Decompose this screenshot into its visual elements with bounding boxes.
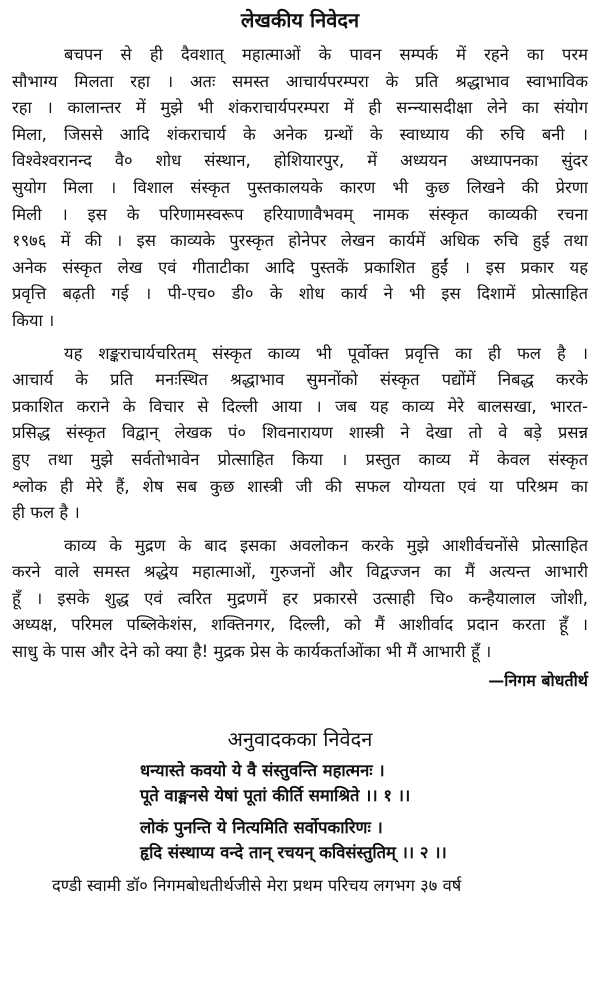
- text-line: सौभाग्य मिलता रहा । अतः समस्त आचार्यपरम्परा के प्रति श्रद्धाभाव स्वाभाविक: [12, 71, 588, 91]
- author-signature: —निगम बोधतीर्थ: [488, 670, 588, 690]
- text-line: सुयोग मिला । विशाल संस्कृत पुस्तकालयके कारण भी कुछ लिखने की प्रेरणा: [12, 177, 588, 197]
- text-line: प्रवृत्ति बढ़ती गई । पी-एच० डी० के शोध कार्य ने भी इस दिशामें प्रोत्साहित: [12, 284, 588, 304]
- text-line: काव्य के मुद्रण के बाद इसका अवलोकन करके मुझे आशीर्वचनोंसे प्रोत्साहित: [64, 535, 588, 555]
- text-line: आचार्य के प्रति मनःस्थित श्रद्धाभाव सुमनोंको संस्कृत पद्योंमें निबद्ध करके: [12, 370, 588, 390]
- text-line: १९७६ में की । इस काव्यके पुरस्कृत होनेपर लेखन कार्यमें अधिक रुचि हुई तथा: [12, 231, 588, 251]
- text-line: बचपन से ही दैवशात् महात्माओं के पावन सम्पर्क में रहने का परम: [64, 45, 588, 64]
- verse: [12, 758, 588, 808]
- verses: [12, 758, 588, 865]
- paragraph: [12, 42, 588, 335]
- text-line: रहा । कालान्तर में मुझे भी शंकराचार्यपरम्परा में ही सन्न्यासदीक्षा लेने का संयोग: [12, 98, 588, 118]
- translator-note-first-line: दण्डी स्वामी डॉ० निगमबोधतीर्थजीसे मेरा प्रथम परिचय लगभग ३७ वर्ष: [52, 875, 462, 895]
- section-title-author-note: लेखकीय निवेदन: [240, 8, 360, 32]
- text-line: श्लोक ही मेरे हैं, शेष सब कुछ शास्त्री जी की सफल योग्यता एवं या परिश्रम का: [12, 476, 588, 496]
- text-line: प्रसिद्ध संस्कृत विद्वान् लेखक पं० शिवनारायण शास्त्री ने देखा तो वे बड़े प्रसन्न: [12, 423, 588, 443]
- text-line: मिली । इस के परिणामस्वरूप हरियाणावैभवम् नामक संस्कृत काव्यकी रचना: [12, 204, 588, 224]
- text-line: यह शङ्कराचार्यचरितम् संस्कृत काव्य भी पूर्वोक्त प्रवृत्ति का ही फल है ।: [64, 343, 588, 363]
- text-line: करने वाले समस्त श्रद्धेय महात्माओं, गुरुजनों और विद्वज्जन का मैं अत्यन्त आभारी: [12, 562, 588, 582]
- verse-line: धन्यास्ते कवयो ये वै संस्तुवन्ति महात्मनः ।: [140, 760, 385, 780]
- author-note-body: [12, 42, 588, 666]
- text-line: ही फल है ।: [12, 503, 80, 523]
- verse-line: पूते वाङ्मनसे येषां पूतां कीर्ति समाश्रिते ।। १ ।।: [140, 785, 411, 805]
- text-line: प्रकाशित कराने के विचार से दिल्ली आया । जब यह काव्य मेरे बालसखा, भारत-: [12, 396, 588, 416]
- text-line: हूँ । इसके शुद्ध एवं त्वरित मुद्रणमें हर प्रकारसे उत्साही चि० कन्हैयालाल जोशी,: [12, 588, 588, 608]
- paragraph: [12, 533, 588, 666]
- text-line: हुए तथा मुझे सर्वतोभावेन प्रोत्साहित किया । प्रस्तुत काव्य में केवल संस्कृत: [12, 449, 588, 469]
- paragraph: [12, 341, 588, 527]
- text-line: किया ।: [12, 310, 55, 330]
- verse: [12, 815, 588, 865]
- text-line: अनेक संस्कृत लेख एवं गीताटीका आदि पुस्तकें प्रकाशित हुईं । इस प्रकार यह: [12, 257, 588, 277]
- text-line: विश्वेश्वरानन्द वै० शोध संस्थान, होशियारपुर, में अध्ययन अध्यापनका सुंदर: [12, 151, 588, 171]
- text-line: मिला, जिससे आदि शंकराचार्य के अनेक ग्रन्थों के स्वाध्याय की रुचि बनी ।: [12, 124, 588, 144]
- text-line: अध्यक्ष, परिमल पब्लिकेशंस, शक्तिनगर, दिल्ली, को मैं आशीर्वाद प्रदान करता हूँ ।: [12, 615, 588, 635]
- section-title-translator-note: अनुवादकका निवेदन: [227, 726, 373, 751]
- verse-line: हृदि संस्थाप्य वन्दे तान् रचयन् कविसंस्तुतिम् ।। २ ।।: [140, 842, 447, 862]
- text-line: साधु के पास और देने को क्या है! मुद्रक प्रेस के कार्यकर्ताओंका भी मैं आभारी हूँ ।: [12, 642, 492, 662]
- verse-line: लोकं पुनन्ति ये नित्यमिति सर्वोपकारिणः ।: [140, 817, 383, 837]
